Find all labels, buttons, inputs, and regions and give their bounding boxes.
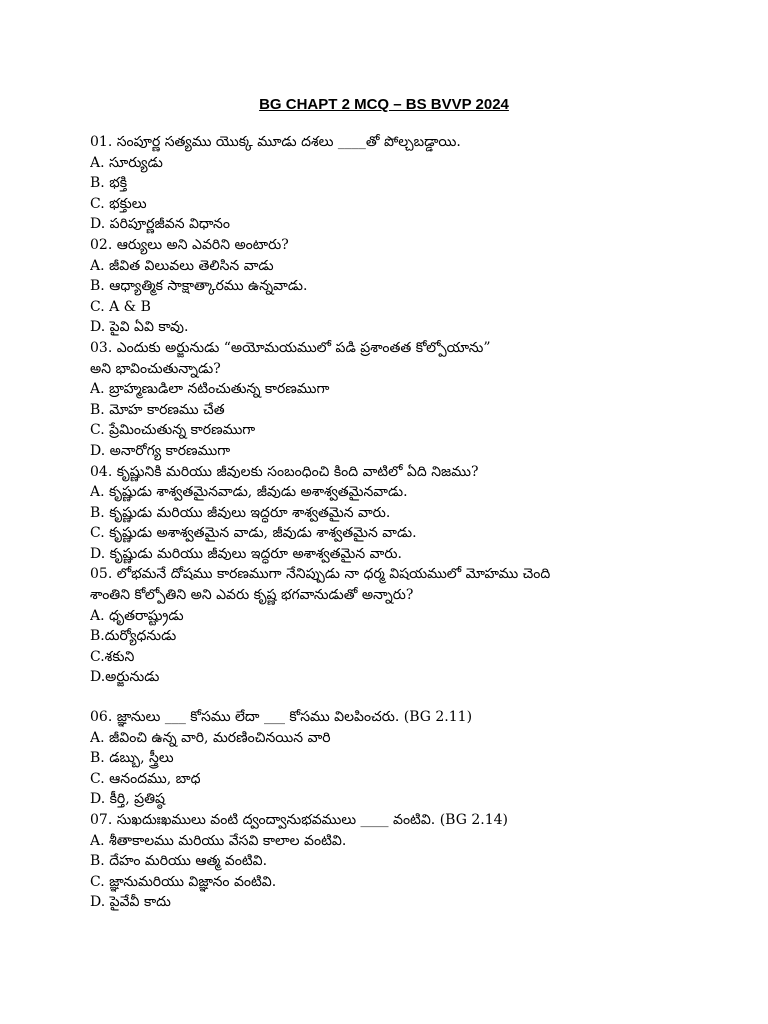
option-c: C.శకుని (90, 648, 135, 665)
question-text: 01. సంపూర్ణ సత్యము యొక్క మూడు దశలు ____తో పోల్చబడ్డాయి. (90, 134, 461, 150)
option-b: B. ఆధ్యాత్మిక సాక్షాత్కారము ఉన్నవాడు. (90, 278, 308, 295)
question-4 (90, 462, 750, 565)
option-d: D. పరిపూర్ణజీవన విధానం (90, 216, 230, 233)
question-text: 05. లోభమనే దోషము కారణముగా నేనిప్పుడు నా ధర్మ విషయములో మోహము చెంది (90, 566, 551, 583)
question-text-continued: శాంతిని కోల్పోతిని అని ఎవరు కృష్ణ భగవానుడుతో అన్నారు? (90, 587, 414, 604)
option-d: D. పైవేవీ కాదు (90, 894, 171, 911)
option-d: D. పైవి ఏవి కావు. (90, 319, 189, 336)
question-text: 07. సుఖదుఃఖములు వంటి ద్వంద్వానుభవములు ____ వంటివి. (BG 2.14) (90, 812, 508, 828)
option-b: B. కృష్ణుడు మరియు జీవులు ఇద్ధరూ శాశ్వతమైన వారు. (90, 504, 391, 521)
question-text: 06. జ్ఞానులు ___ కోసము లేదా ___ కోసము విలపించరు. (BG 2.11) (90, 709, 473, 726)
document-title: BG CHAPT 2 MCQ – BS BVVP 2024 (259, 96, 509, 113)
option-a: A. కృష్ణుడు శాశ్వతమైనవాడు, జీవుడు అశాశ్వతమైనవాడు. (90, 484, 408, 501)
option-a: A. బ్రాహ్మణుడిలా నటించుతున్న కారణముగా (90, 381, 330, 398)
option-c: C. జ్ఞానుమరియు విజ్ఞానం వంటివి. (90, 873, 277, 890)
question-text: 04. కృష్ణునికి మరియు జీవులకు సంబంధించి కింది వాటిలో ఏది నిజము? (90, 463, 479, 480)
option-c: C. కృష్ణుడు అశాశ్వతమైన వాడు, జీవుడు శాశ్వతమైన వాడు. (90, 525, 417, 542)
option-c: C. భక్తులు (90, 195, 147, 212)
question-2 (90, 235, 750, 338)
option-b: B. మోహ కారణము చేత (90, 401, 225, 418)
option-d: D. కీర్తి, ప్రతిష్ఠ (90, 791, 166, 808)
option-d: D.అర్జునుడు (90, 669, 160, 686)
option-d: D. కృష్ణుడు మరియు జీవులు ఇద్ధరూ అశాశ్వతమైన వారు. (90, 545, 402, 562)
option-c: C. ఆనందము, బాధ (90, 770, 201, 787)
question-6 (90, 707, 750, 810)
option-b: B. భక్తి (90, 175, 127, 192)
question-list (90, 132, 750, 913)
option-b: B. డబ్బు, స్త్రీలు (90, 750, 174, 767)
option-a: A. జీవించి ఉన్న వారి, మరణించినయిన వారి (90, 729, 331, 746)
section-spacer (90, 688, 750, 707)
option-d: D. అనారోగ్య కారణముగా (90, 442, 231, 459)
question-text: 03. ఎందుకు అర్జునుడు “అయోమయములో పడి ప్రశాంతత కోల్పోయాను” (90, 339, 491, 356)
option-a: A. శీతాకాలము మరియు వేసవి కాలాల వంటివి. (90, 832, 347, 849)
option-c: C. ప్రేమించుతున్న కారణముగా (90, 422, 256, 439)
option-a: A. జీవిత విలువలు తెలిసిన వాడు (90, 257, 274, 274)
option-a: A. సూర్యుడు (90, 154, 163, 171)
option-c: C. A & B (90, 298, 151, 315)
question-3 (90, 338, 750, 462)
question-5 (90, 564, 750, 688)
question-1 (90, 132, 750, 235)
question-7 (90, 810, 750, 913)
question-text: 02. ఆర్యులు అని ఎవరిని అంటారు? (90, 236, 289, 253)
question-text-continued: అని భావించుతున్నాడు? (90, 360, 221, 377)
option-b: B. దేహం మరియు ఆత్మ వంటివి. (90, 853, 268, 870)
option-a: A. ధృతరాష్ట్రుడు (90, 607, 184, 624)
option-b: B.దుర్యోధనుడు (90, 628, 177, 645)
